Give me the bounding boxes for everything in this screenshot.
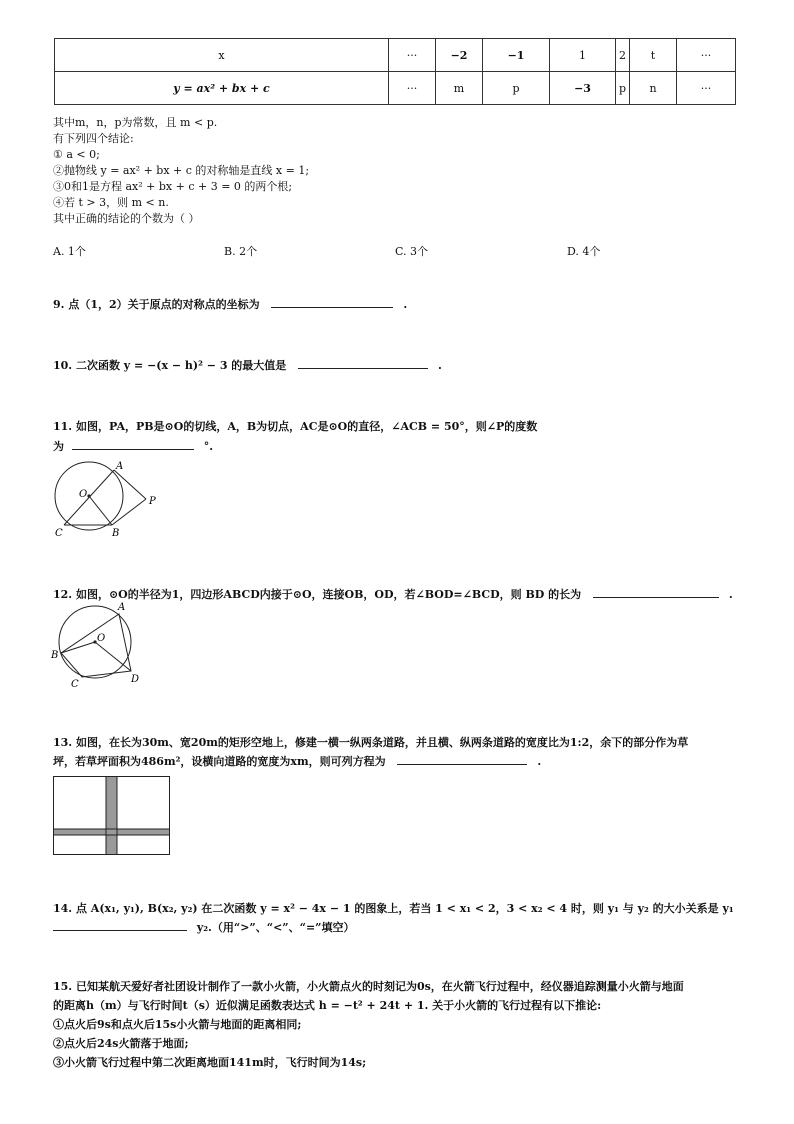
q12-label-b: B: [51, 650, 59, 661]
q12-label-o: O: [97, 633, 106, 644]
table-cell: p: [616, 72, 630, 105]
q8-conclusion-1: ① a < 0;: [53, 148, 100, 161]
table-cell: m: [436, 72, 483, 105]
q11-figure: [46, 458, 166, 544]
q12-label-c: C: [71, 679, 79, 690]
table-cell: t: [630, 39, 677, 72]
table-row-y: [55, 72, 736, 105]
q11-label-a: A: [116, 461, 124, 472]
q11-label-b: B: [112, 528, 120, 539]
q11-line-1: 11. 如图，PA，PB是⊙O的切线，A，B为切点，AC是⊙O的直径，∠ACB = 50°，则∠P的度数: [53, 420, 538, 433]
q13-horizontal-road: [54, 829, 169, 835]
q11-tangent-pa: [114, 470, 146, 499]
q11-answer-blank[interactable]: [72, 439, 194, 450]
table-cell: x: [55, 39, 389, 72]
q10-text: 10. 二次函数 y = −(x − h)² − 3 的最大值是: [53, 359, 287, 372]
table-cell: p: [483, 72, 550, 105]
q10-end: .: [438, 359, 442, 372]
q13-vertical-road: [106, 777, 117, 854]
q12-radius-ob: [61, 642, 95, 653]
table-cell: n: [630, 72, 677, 105]
q9-end: .: [403, 298, 408, 311]
q14-answer-blank[interactable]: [53, 920, 187, 931]
q14-line-1: 14. 点 A(x₁, y₁), B(x₂, y₂) 在二次函数 y = x² − 4x − 1 的图象上，若当 1 < x₁ < 2，3 < x₂ < 4 时，则 y₁ 与 y₂ 的大小关系是 y₁: [53, 902, 734, 915]
q13-line-1: 13. 如图，在长为30m、宽20m的矩形空地上，修建一横一纵两条道路，并且横、纵两条道路的宽度比为1:2，余下的部分作为草: [53, 736, 689, 749]
q11-line-2: [53, 439, 213, 454]
q10-answer-blank[interactable]: [298, 358, 428, 369]
q12-end: .: [728, 588, 733, 601]
table-row-x: [55, 39, 736, 72]
q11-end: °.: [203, 440, 214, 453]
q12-answer-blank[interactable]: [593, 587, 719, 598]
q12-label-a: A: [118, 602, 126, 613]
q12-question: [53, 587, 733, 602]
q10-question: [53, 358, 442, 373]
q9-answer-blank[interactable]: [271, 297, 393, 308]
q13-end: .: [537, 755, 542, 768]
q11-tangent-pb: [112, 499, 146, 525]
q8-conclusion-3: ③0和1是方程 ax² + bx + c + 3 = 0 的两个根;: [53, 180, 293, 193]
q8-question: 其中正确的结论的个数为（ ）: [53, 212, 200, 225]
q11-center-point: [87, 494, 90, 497]
q15-inference-2: ②点火后24s火箭落于地面;: [53, 1037, 189, 1050]
q11-radius-ob: [89, 496, 112, 525]
q15-inference-3: ③小火箭飞行过程中第二次距离地面141m时，飞行时间为14s;: [53, 1056, 367, 1069]
q8-conclusion-4: ④若 t > 3，则 m < n.: [53, 196, 169, 209]
q13-line-2-text: 坪，若草坪面积为486m²，设横向道路的宽度为xm，则可列方程为: [53, 755, 386, 768]
q8-conclusion-2: ②抛物线 y = ax² + bx + c 的对称轴是直线 x = 1;: [53, 164, 310, 177]
q14-line-2-text: y₂.（用“>”、“<”、“=”填空）: [196, 921, 355, 934]
q15-line-1: 15. 已知某航天爱好者社团设计制作了一款小火箭，小火箭点火的时刻记为0s，在火箭飞行过程中，经仪器追踪测量小火箭与地面: [53, 980, 684, 993]
q13-answer-blank[interactable]: [397, 754, 527, 765]
table-cell: ···: [677, 72, 736, 105]
q8-choice-b: B. 2个: [224, 245, 258, 258]
q8-constants-line: 其中m，n，p为常数，且 m < p.: [53, 116, 218, 129]
table-cell: y = ax² + bx + c: [55, 72, 389, 105]
q14-line-2: [53, 920, 355, 935]
table-cell: 2: [616, 39, 630, 72]
table-cell: −1: [483, 39, 550, 72]
q11-label-c: C: [55, 528, 63, 539]
q8-intro-line: 有下列四个结论:: [53, 132, 134, 145]
q9-text: 9. 点（1，2）关于原点的对称点的坐标为: [53, 298, 260, 311]
table-cell: ···: [389, 39, 436, 72]
q13-figure: [53, 776, 171, 856]
q8-choice-a: A. 1个: [53, 245, 86, 258]
q12-figure: [48, 598, 148, 690]
q13-line-2: [53, 754, 541, 769]
table-cell: −3: [550, 72, 616, 105]
table-cell: ···: [677, 39, 736, 72]
q11-label-o: O: [79, 489, 88, 500]
table-cell: 1: [550, 39, 616, 72]
q15-inference-1: ①点火后9s和点火后15s小火箭与地面的距离相同;: [53, 1018, 302, 1031]
q8-choice-d: D. 4个: [567, 245, 601, 258]
table-cell: ···: [389, 72, 436, 105]
q11-line-2-text: 为: [53, 440, 64, 453]
q8-choice-c: C. 3个: [395, 245, 429, 258]
value-table: [54, 38, 736, 105]
q15-line-2: 的距离h（m）与飞行时间t（s）近似满足函数表达式 h = −t² + 24t + 1. 关于小火箭的飞行过程有以下推论:: [53, 999, 602, 1012]
q12-label-d: D: [131, 674, 140, 685]
q11-label-p: P: [149, 496, 156, 507]
q12-text: 12. 如图，⊙O的半径为1，四边形ABCD内接于⊙O，连接OB，OD，若∠BOD=∠BCD，则 BD 的长为: [53, 588, 582, 601]
table-cell: −2: [436, 39, 483, 72]
q9-question: [53, 297, 407, 312]
